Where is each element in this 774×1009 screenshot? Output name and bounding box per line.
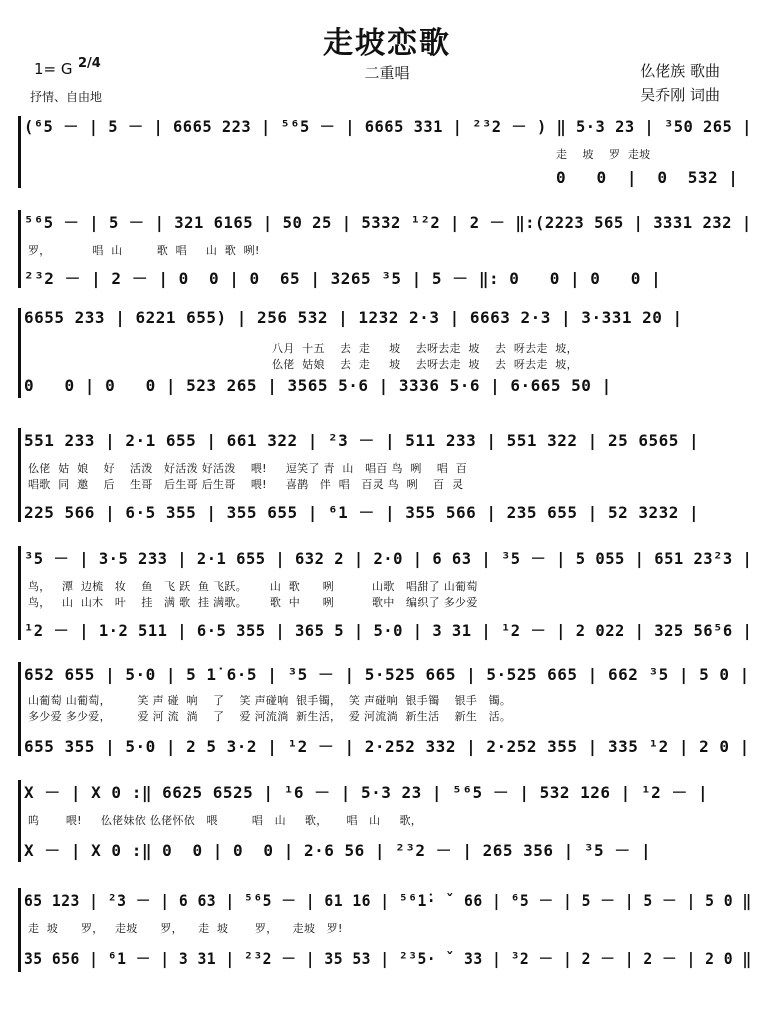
credit-composer: 吴乔刚 词曲 [640, 86, 720, 104]
lower-notes: 0 0 | 0 532 | [556, 168, 739, 187]
lower-notes: 655 355 | 5·0 | 2 5 3·2 | ¹2 － | 2·252 332 | 2·252 355 | 335 ¹2 | 2 0 | [24, 737, 750, 756]
upper-voice [24, 780, 740, 804]
lower-voice [24, 838, 740, 862]
lower-voice [24, 376, 740, 400]
tempo-marking: 抒情、自由地 [30, 90, 103, 104]
upper-voice [24, 308, 740, 332]
lower-notes: 0 0 | 0 0 | 523 265 | 3565 5·6 | 3336 5·6 | 6·665 50 | [24, 376, 612, 395]
lower-notes: ²³2 － | 2 － | 0 0 | 0 65 | 3265 ³5 | 5 － ‖: 0 0 | 0 0 | [24, 269, 662, 288]
lyric-line-1: 呜 喂! 仫佬妹依 仫佬怀依 喂 唱 山 歌， 唱 山 歌， [28, 814, 423, 827]
lyric-line-1: 走 坡 罗， 走坡 罗， 走 坡 罗， 走坡 罗! [28, 922, 343, 935]
lyric-line-1: 走 坡 罗 走坡 [556, 148, 651, 161]
credit-ethnic: 仫佬族 歌曲 [640, 62, 720, 80]
score-system-5 [0, 546, 774, 642]
lyric-line-1: 鸟， 潭 边梳 妆 鱼 飞 跃 鱼 飞跃。 山 歌 咧 山歌 唱甜了 山葡萄 [28, 580, 478, 593]
upper-notes: X － | X 0 :‖ 6625 6525 | ¹6 － | 5·3 23 | ⁵⁶5 － | 532 126 | ¹2 － | [24, 783, 709, 802]
score-system-2 [0, 210, 774, 290]
lower-voice [24, 734, 750, 758]
lower-voice [556, 168, 756, 192]
key-signature: 1= G [34, 60, 73, 78]
lower-voice [24, 266, 740, 290]
lyric-line-2: 鸟， 山 山木 叶 挂 满 歌 挂 满歌。 歌 中 咧 歌中 编织了 多少爱 [28, 596, 478, 609]
upper-voice [24, 662, 750, 686]
lyric-line-1: 八月 十五 去 走 坡 去呀去走 坡 去 呀去走 坡， [272, 342, 578, 355]
lower-notes: 35 656 | ⁶1 － | 3 31 | ²³2 － | 35 53 | ²³5· ˇ 33 | ³2 － | 2 － | 2 － | 2 0 ‖ [24, 949, 752, 968]
lyric-line-2: 多少爱 多少爱， 爱 河 流 淌 了 爱 河流淌 新生活， 爱 河流淌 新生活 新生 活。 [28, 710, 512, 723]
upper-notes: 652 655 | 5·0 | 5 1̇ 6·5 | ³5 － | 5·525 665 | 5·525 665 | 662 ³5 | 5 0 | [24, 665, 750, 684]
lower-notes: 225 566 | 6·5 355 | 355 655 | ⁶1 － | 355 566 | 235 655 | 52 3232 | [24, 503, 700, 522]
time-signature: 2/4 [78, 56, 101, 71]
lyric-line-1: 山葡萄 山葡萄， 笑 声 碰 响 了 笑 声碰响 银手镯， 笑 声碰响 银手镯 银手 镯。 [28, 694, 512, 707]
upper-notes: ⁵⁶5 － | 5 － | 321 6165 | 50 25 | 5332 ¹²2 | 2 － ‖:(2223 565 | 3331 232 | [24, 213, 752, 232]
upper-voice [24, 888, 752, 912]
upper-notes: ³5 － | 3·5 233 | 2·1 655 | 632 2 | 2·0 | 6 63 | ³5 － | 5 055 | 651 23²3 | [24, 549, 753, 568]
score-system-4 [0, 428, 774, 524]
lyric-line-2: 仫佬 姑娘 去 走 坡 去呀去走 坡 去 呀去走 坡， [272, 358, 578, 371]
upper-notes: (⁶5 － | 5 － | 6665 223 | ⁵⁶5 － | 6665 331 | ²³2 － ) ‖ 5·3 23 | ³50 265 | [24, 117, 752, 136]
score-system-8 [0, 888, 774, 978]
score-system-6 [0, 662, 774, 758]
lyric-line-1: 罗， 唱 山 歌 唱 山 歌 咧! [28, 244, 260, 257]
lower-voice [24, 500, 740, 524]
lower-voice [24, 946, 752, 970]
song-title: 走坡恋歌 [323, 26, 451, 61]
upper-voice [24, 546, 753, 570]
lyric-line-1: 仫佬 姑 娘 好 活泼 好活泼 好活泼 喂! 逗笑了 青 山 唱百 鸟 咧 唱 百 [28, 462, 468, 475]
song-subtitle: 二重唱 [364, 64, 410, 82]
lower-notes: ¹2 － | 1·2 511 | 6·5 355 | 365 5 | 5·0 | 3 31 | ¹2 － | 2 022 | 325 56⁵6 | [24, 621, 753, 640]
upper-voice [24, 210, 752, 234]
lower-voice [24, 618, 753, 642]
score-system-7 [0, 780, 774, 864]
upper-voice [24, 428, 740, 452]
upper-notes: 551 233 | 2·1 655 | 661 322 | ²3 － | 511 233 | 551 322 | 25 6565 | [24, 431, 700, 450]
upper-voice [24, 114, 752, 138]
upper-notes: 6655 233 | 6221 655) | 256 532 | 1232 2·3 | 6663 2·3 | 3·331 20 | [24, 308, 683, 327]
lower-notes: X － | X 0 :‖ 0 0 | 0 0 | 2·6 56 | ²³2 － | 265 356 | ³5 － | [24, 841, 652, 860]
score-system-1 [0, 112, 774, 192]
lyric-line-2: 唱歌 同 邀 后 生哥 后生哥 后生哥 喂! 喜鹊 伴 唱 百灵 鸟 咧 百 灵 [28, 478, 464, 491]
score-system-3 [0, 308, 774, 400]
upper-notes: 65 123 | ²3 － | 6 63 | ⁵⁶5 － | 61 16 | ⁵⁶1̇· ˇ 66 | ⁶5 － | 5 － | 5 － | 5 0 ‖ [24, 891, 752, 910]
